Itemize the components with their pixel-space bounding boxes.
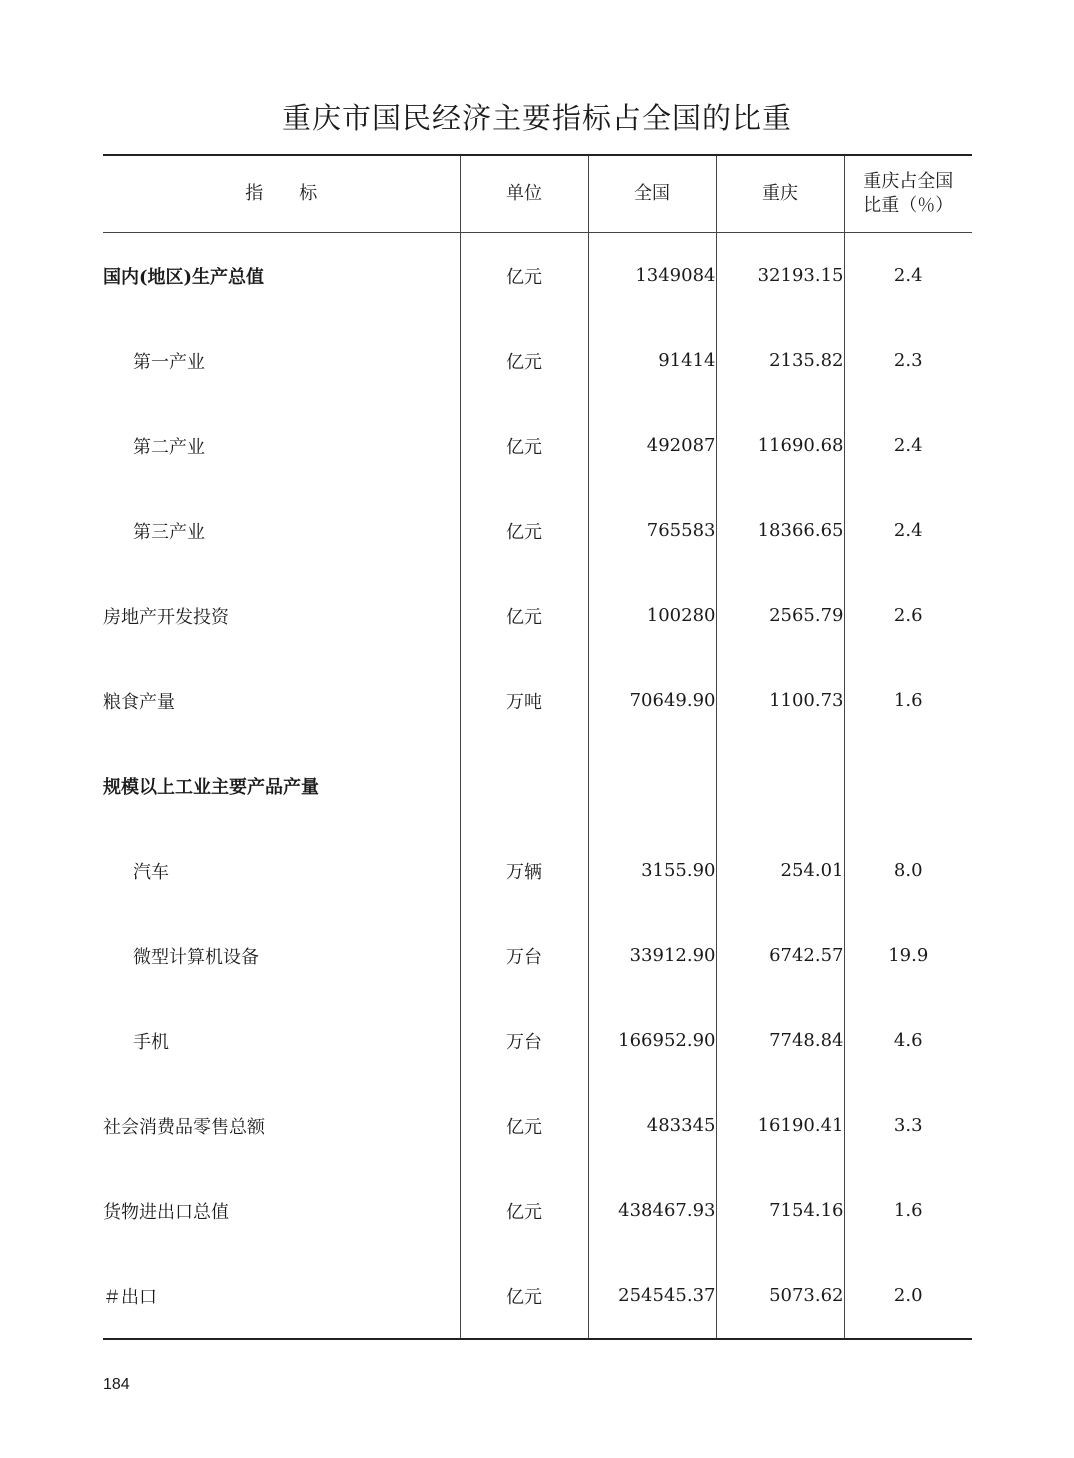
row-chongqing: 7154.16 <box>716 1168 844 1253</box>
header-chongqing: 重庆 <box>716 155 844 233</box>
row-chongqing: 254.01 <box>716 828 844 913</box>
row-national: 483345 <box>588 1083 716 1168</box>
row-unit: 亿元 <box>460 488 588 573</box>
row-share: 2.4 <box>844 488 972 573</box>
row-share: 19.9 <box>844 913 972 998</box>
table-row <box>103 403 972 488</box>
row-share <box>844 743 972 828</box>
row-unit: 万台 <box>460 913 588 998</box>
header-unit: 单位 <box>460 155 588 233</box>
header-indicator: 指 标 <box>103 155 460 233</box>
row-name: 社会消费品零售总额 <box>103 1116 265 1138</box>
row-name: 汽车 <box>133 861 169 883</box>
row-unit: 亿元 <box>460 573 588 658</box>
row-national <box>588 743 716 828</box>
row-unit: 亿元 <box>460 1168 588 1253</box>
row-national: 492087 <box>588 403 716 488</box>
row-national: 91414 <box>588 318 716 403</box>
table-row <box>103 1253 972 1339</box>
table-row <box>103 1083 972 1168</box>
row-national: 70649.90 <box>588 658 716 743</box>
row-unit: 万台 <box>460 998 588 1083</box>
row-unit: 万吨 <box>460 658 588 743</box>
indicator-table <box>103 154 972 1340</box>
row-name: 国内(地区)生产总值 <box>103 266 265 288</box>
header-share <box>844 155 972 233</box>
row-unit: 亿元 <box>460 403 588 488</box>
row-national: 33912.90 <box>588 913 716 998</box>
row-national: 100280 <box>588 573 716 658</box>
row-share: 1.6 <box>844 658 972 743</box>
row-national: 3155.90 <box>588 828 716 913</box>
table-row <box>103 318 972 403</box>
row-chongqing: 16190.41 <box>716 1083 844 1168</box>
row-unit: 万辆 <box>460 828 588 913</box>
row-share: 2.3 <box>844 318 972 403</box>
table-row <box>103 658 972 743</box>
table-row <box>103 1168 972 1253</box>
header-national: 全国 <box>588 155 716 233</box>
table-row <box>103 743 972 828</box>
row-chongqing: 11690.68 <box>716 403 844 488</box>
row-unit <box>460 743 588 828</box>
row-name: 货物进出口总值 <box>103 1201 229 1223</box>
row-chongqing: 5073.62 <box>716 1253 844 1339</box>
table-row <box>103 913 972 998</box>
row-name: 第一产业 <box>133 351 205 373</box>
row-share: 3.3 <box>844 1083 972 1168</box>
row-name: 微型计算机设备 <box>133 946 259 968</box>
row-name: 粮食产量 <box>103 691 175 713</box>
row-national: 1349084 <box>588 233 716 319</box>
row-chongqing: 6742.57 <box>716 913 844 998</box>
row-share: 2.0 <box>844 1253 972 1339</box>
row-chongqing: 7748.84 <box>716 998 844 1083</box>
row-name: 第三产业 <box>133 521 205 543</box>
row-chongqing: 2135.82 <box>716 318 844 403</box>
table-row <box>103 998 972 1083</box>
header-share-line2: 比重（％） <box>863 195 954 216</box>
row-share: 1.6 <box>844 1168 972 1253</box>
header-share-line1: 重庆占全国 <box>863 171 954 192</box>
row-chongqing: 1100.73 <box>716 658 844 743</box>
row-chongqing <box>716 743 844 828</box>
row-name: 规模以上工业主要产品产量 <box>103 776 319 798</box>
table-row <box>103 488 972 573</box>
row-share: 8.0 <box>844 828 972 913</box>
row-national: 765583 <box>588 488 716 573</box>
row-national: 166952.90 <box>588 998 716 1083</box>
table-header-row <box>103 155 972 233</box>
row-unit: 亿元 <box>460 1083 588 1168</box>
table-row <box>103 573 972 658</box>
table-row <box>103 233 972 319</box>
row-national: 254545.37 <box>588 1253 716 1339</box>
row-name: 房地产开发投资 <box>103 606 229 628</box>
row-national: 438467.93 <box>588 1168 716 1253</box>
row-name: ＃出口 <box>103 1286 157 1308</box>
row-chongqing: 18366.65 <box>716 488 844 573</box>
row-share: 4.6 <box>844 998 972 1083</box>
row-unit: 亿元 <box>460 1253 588 1339</box>
row-name: 手机 <box>133 1031 169 1053</box>
page-title: 重庆市国民经济主要指标占全国的比重 <box>281 101 792 135</box>
table-row <box>103 828 972 913</box>
row-unit: 亿元 <box>460 233 588 319</box>
page-number: 184 <box>103 1376 130 1393</box>
row-share: 2.4 <box>844 403 972 488</box>
row-chongqing: 2565.79 <box>716 573 844 658</box>
row-share: 2.6 <box>844 573 972 658</box>
row-unit: 亿元 <box>460 318 588 403</box>
row-name: 第二产业 <box>133 436 205 458</box>
row-share: 2.4 <box>844 233 972 319</box>
row-chongqing: 32193.15 <box>716 233 844 319</box>
